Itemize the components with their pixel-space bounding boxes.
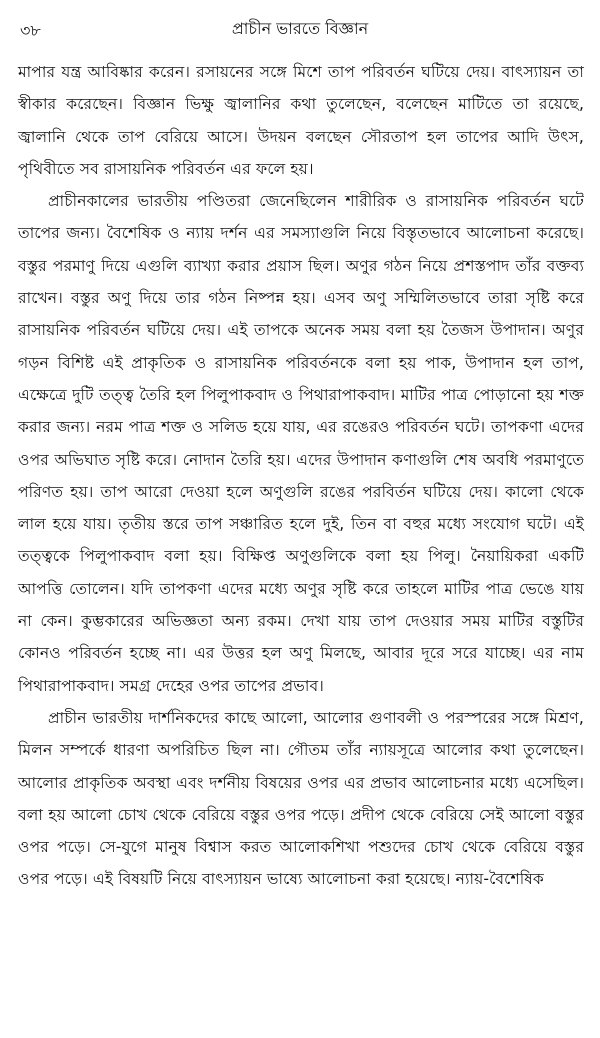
paragraph-3: প্রাচীন ভারতীয় দার্শনিকদের কাছে আলো, আলোর গুণাবলী ও পরস্পরের সঙ্গে মিশ্রণ, মিলন সম্পর্কে ধারণা অপরিচিত ছিল না। গৌতম তাঁর ন্যায়সূত্রে আলোর কথা তুলেছেন। আলোর প্রাকৃতিক অবস্থা এবং দর্শনীয় বিষয়ের ওপর এর প্রভাব আলোচনার মধ্যে এসেছিল। বলা হয় আলো চোখ থেকে বেরিয়ে বস্তুর ওপর পড়ে। প্রদীপ থেকে বেরিয়ে সেই আলো বস্তুর ওপর পড়ে। সে-যুগে মানুষ বিশ্বাস করত আলোকশিখা পশুদের চোখ থেকে বেরিয়ে বস্তুর ওপর পড়ে। এই বিষয়টি নিয়ে বাৎস্যায়ন ভাষ্যে আলোচনা করা হয়েছে। ন্যায়-বৈশেষিক — [18, 708, 584, 889]
page-header — [18, 14, 582, 46]
page-number: ৩৮ — [20, 21, 41, 40]
body-text — [18, 56, 584, 896]
running-title: প্রাচীন ভারতে বিজ্ঞান — [231, 19, 369, 38]
paragraph-2: প্রাচীনকালের ভারতীয় পণ্ডিতরা জেনেছিলেন শারীরিক ও রাসায়নিক পরিবর্তন ঘটে তাপের জন্য। বৈশেষিক ও ন্যায় দর্শন এর সমস্যাগুলি নিয়ে বিস্তৃতভাবে আলোচনা করেছে। বস্তুর পরমাণু দিয়ে এগুলি ব্যাখ্যা করার প্রয়াস ছিল। অণুর গঠন নিয়ে প্রশস্তপাদ তাঁর বক্তব্য রাখেন। বস্তুর অণু দিয়ে তার গঠন নিষ্পন্ন হয়। এসব অণু সম্মিলিতভাবে তারা সৃষ্টি করে রাসায়নিক পরিবর্তন ঘটিয়ে দেয়। এই তাপকে অনেক সময় বলা হয় তৈজস উপাদান। অণুর গড়ন বিশিষ্ট এই প্রাকৃতিক ও রাসায়নিক পরিবর্তনকে বলা হয় পাক, উপাদান হল তাপ, এক্ষেত্রে দুটি তত্ত্ব তৈরি হল পিলুপাকবাদ ও পিথারাপাকবাদ। মাটির পাত্র পোড়ানো হয় শক্ত করার জন্য। নরম পাত্র শক্ত ও সলিড হয়ে যায়, এর রঙেরও পরিবর্তন ঘটে। তাপকণা এদের ওপর অভিঘাত সৃষ্টি করে। নোদান তৈরি হয়। এদের উপাদান কণাগুলি শেষ অবধি পরমাণুতে পরিণত হয়। তাপ আরো দেওয়া হলে অণুগুলি রঙের পরবির্তন ঘটিয়ে দেয়। কালো থেকে লাল হয়ে যায়। তৃতীয় স্তরে তাপ সঞ্চারিত হলে দুই, তিন বা বহুর মধ্যে সংযোগ ঘটে। এই তত্ত্বকে পিলুপাকবাদ বলা হয়। বিক্ষিপ্ত অণুগুলিকে বলা হয় পিলু। নৈয়ায়িকরা একটি আপত্তি তোলেন। যদি তাপকণা এদের মধ্যে অণুর সৃষ্টি করে তাহলে মাটির পাত্র ভেঙে যায় না কেন। কুম্ভকারের অভিজ্ঞতা অন্য রকম। দেখা যায় তাপ দেওয়ার সময় মাটির বস্তুটির কোনও পরিবর্তন হচ্ছে না। এর উত্তর হল অণু মিলছে, আবার দূরে সরে যাচ্ছে। এর নাম পিথারাপাকবাদ। সমগ্র দেহের ওপর তাপের প্রভাব। — [18, 192, 584, 695]
paragraph-1: মাপার যন্ত্র আবিষ্কার করেন। রসায়নের সঙ্গে মিশে তাপ পরিবর্তন ঘটিয়ে দেয়। বাৎস্যায়ন তা স্বীকার করেছেন। বিজ্ঞান ভিক্ষু জ্বালানির কথা তুলেছেন, বলেছেন মাটিতে তা রয়েছে, জ্বালানি থেকে তাপ বেরিয়ে আসে। উদয়ন বলছেন সৌরতাপ হল তাপের আদি উৎস, পৃথিবীতে সব রাসায়নিক পরিবর্তন এর ফলে হয়। — [18, 63, 584, 178]
